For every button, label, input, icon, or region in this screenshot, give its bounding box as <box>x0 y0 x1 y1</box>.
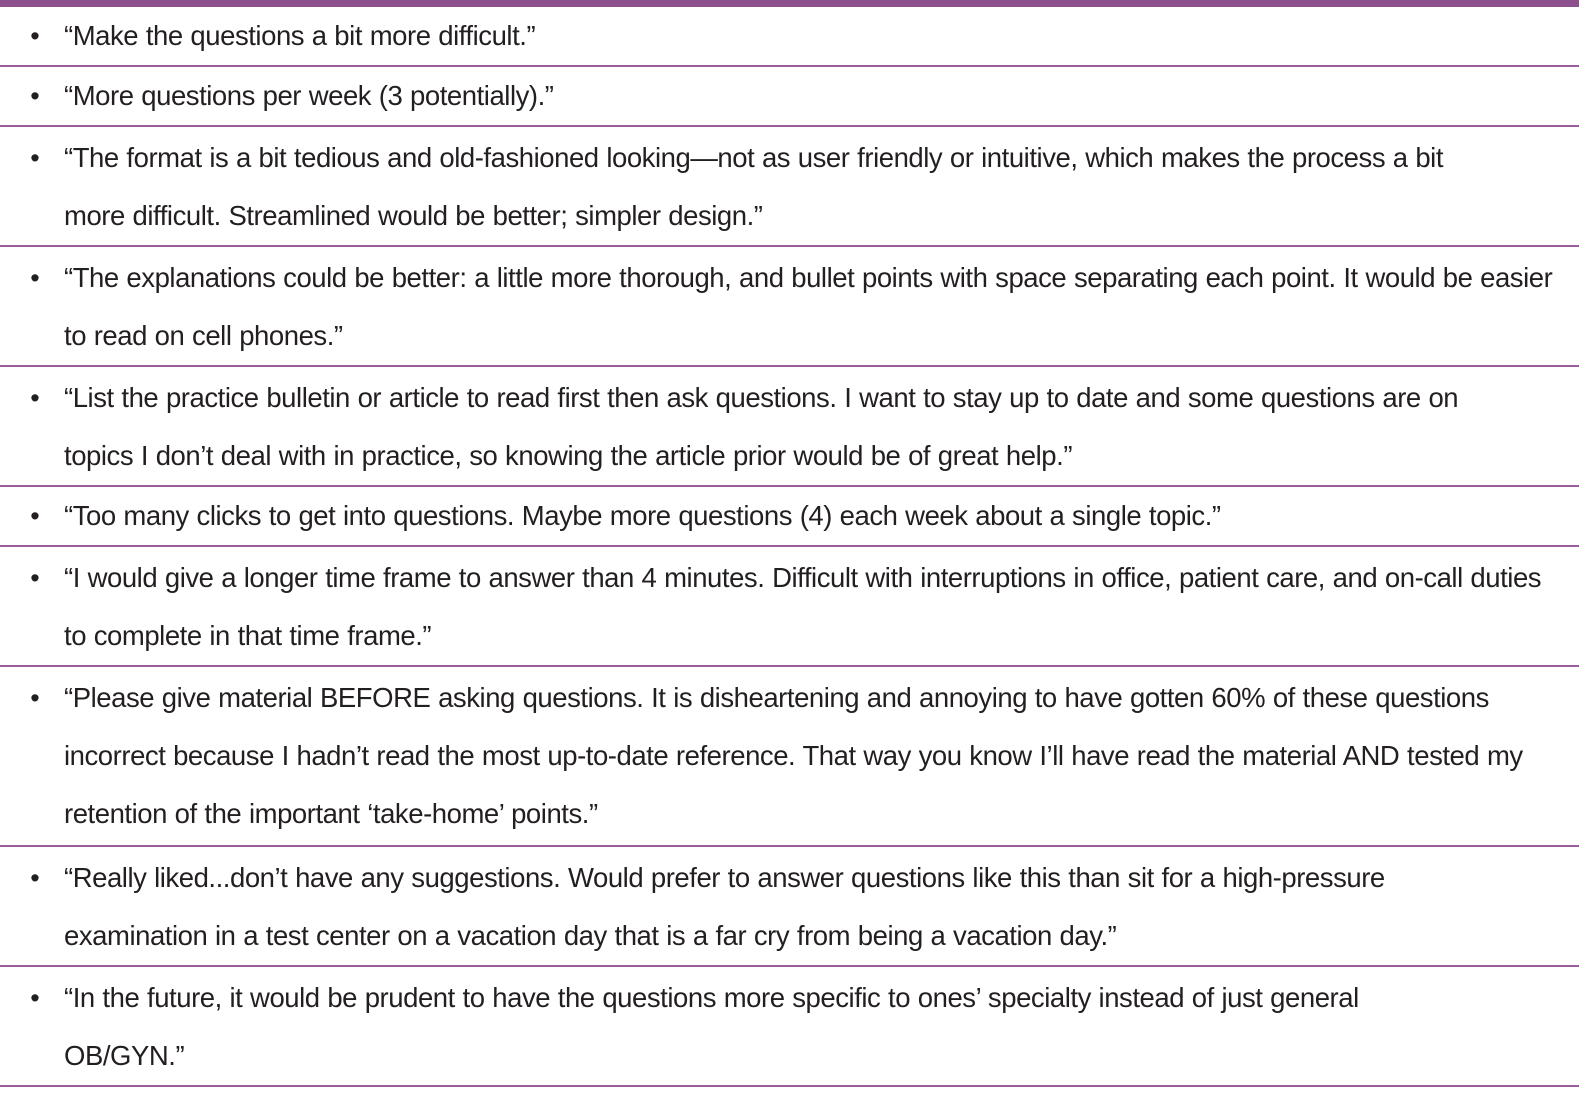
bullet-icon: • <box>30 263 40 293</box>
comment-row <box>0 367 1579 487</box>
bullet-icon: • <box>30 383 40 413</box>
bullet-icon: • <box>30 863 40 893</box>
bullet-icon: • <box>30 81 40 111</box>
comment-text: “The explanations could be better: a little more thorough, and bullet points with space separating each point. It would be easier to read on cell phones.” <box>64 262 1553 351</box>
comment-list <box>0 7 1579 1087</box>
comment-row <box>0 7 1579 67</box>
bullet-icon: • <box>30 501 40 531</box>
comment-row <box>0 967 1579 1087</box>
comment-row <box>0 67 1579 127</box>
comment-text: “List the practice bulletin or article to read first then ask questions. I want to stay up to date and some questions are on topics I don’t deal with in practice, so knowing the article prior would be of great help.” <box>64 382 1459 471</box>
comment-text: “I would give a longer time frame to answer than 4 minutes. Difficult with interruptions in office, patient care, and on-call duties to complete in that time frame.” <box>64 562 1542 651</box>
bullet-icon: • <box>30 683 40 713</box>
comment-row <box>0 247 1579 367</box>
comment-text: “Make the questions a bit more difficult.” <box>64 20 536 51</box>
comment-text: “The format is a bit tedious and old-fashioned looking—not as user friendly or intuitive, which makes the process a bit more difficult. Streamlined would be better; simpler design.” <box>64 142 1444 231</box>
comment-text: “More questions per week (3 potentially).” <box>64 80 554 111</box>
comment-text: “Too many clicks to get into questions. Maybe more questions (4) each week about a single topic.” <box>64 500 1221 531</box>
bullet-icon: • <box>30 563 40 593</box>
comment-text: “Really liked...don’t have any suggestions. Would prefer to answer questions like this than sit for a high-pressure examination in a test center on a vacation day that is a far cry from being a vacation day.” <box>64 862 1385 951</box>
header-accent-bar <box>0 0 1579 7</box>
comment-row <box>0 487 1579 547</box>
comment-text: “In the future, it would be prudent to have the questions more specific to ones’ specialty instead of just general OB/GYN.” <box>64 982 1359 1071</box>
comment-text: “Please give material BEFORE asking questions. It is disheartening and annoying to have gotten 60% of these questions incorrect because I hadn’t read the most up-to-date reference. That way you know I’ll have read the material AND tested my retention of the important ‘take-home’ points.” <box>64 682 1523 829</box>
bullet-icon: • <box>30 983 40 1013</box>
comment-row <box>0 547 1579 667</box>
comment-row <box>0 847 1579 967</box>
bullet-icon: • <box>30 21 40 51</box>
comment-row <box>0 127 1579 247</box>
comment-row <box>0 667 1579 847</box>
bullet-icon: • <box>30 143 40 173</box>
